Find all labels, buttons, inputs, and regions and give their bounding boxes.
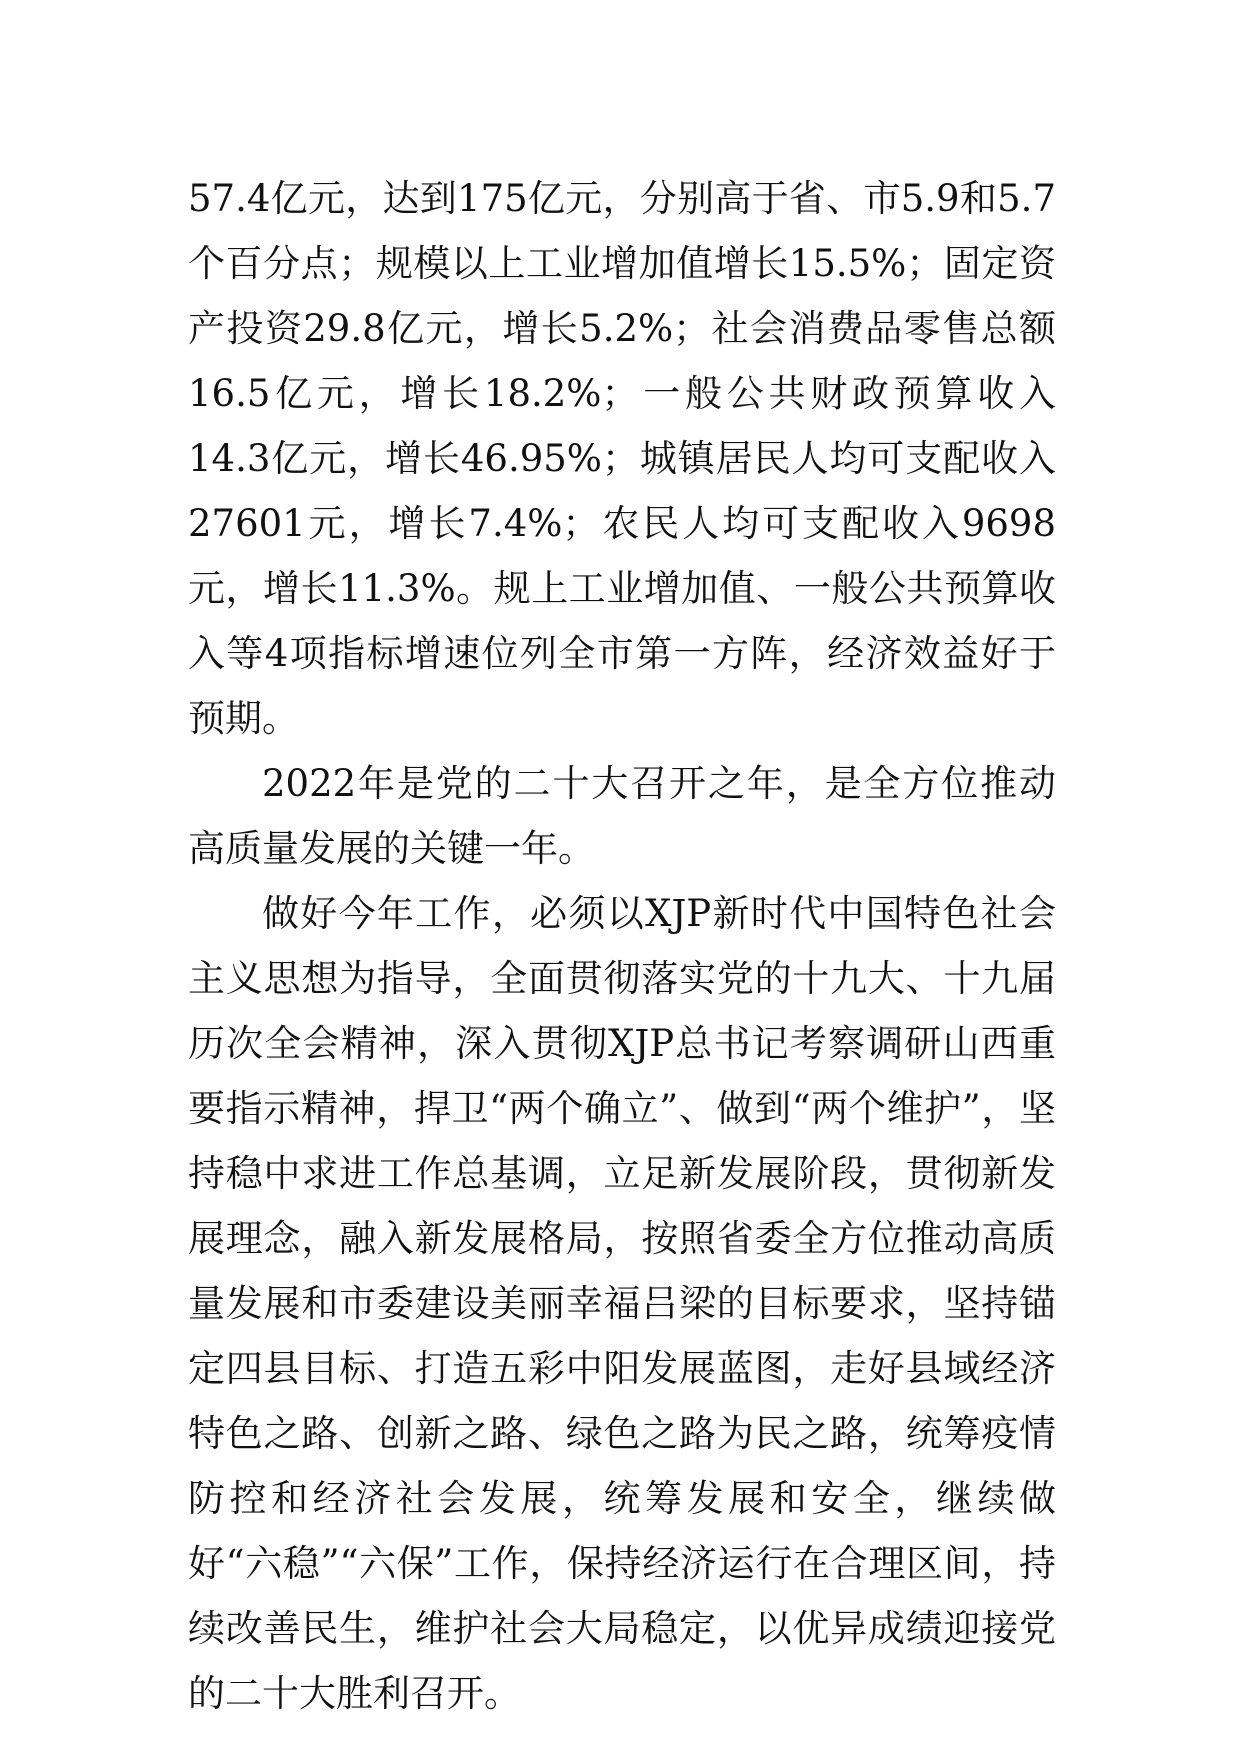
document-body [188,166,1056,1726]
paragraph-work-guidance: 做好今年工作，必须以XJP新时代中国特色社会主义思想为指导，全面贯彻落实党的十九大、十九届历次全会精神，深入贯彻XJP总书记考察调研山西重要指示精神，捍卫“两个确立”、做到“两个维护”，坚持稳中求进工作总基调，立足新发展阶段，贯彻新发展理念，融入新发展格局，按照省委全方位推动高质量发展和市委建设美丽幸福吕梁的目标要求，坚持锚定四县目标、打造五彩中阳发展蓝图，走好县域经济特色之路、创新之路、绿色之路为民之路，统筹疫情防控和经济社会发展，统筹发展和安全，继续做好“六稳”“六保”工作，保持经济运行在合理区间，持续改善民生，维护社会大局稳定，以优异成绩迎接党的二十大胜利召开。 [188,892,1056,1715]
paragraph-economic-indicators: 57.4亿元，达到175亿元，分别高于省、市5.9和5.7个百分点；规模以上工业增加值增长15.5%；固定资产投资29.8亿元，增长5.2%；社会消费品零售总额16.5亿元，增长18.2%；一般公共财政预算收入14.3亿元，增长46.95%；城镇居民人均可支配收入27601元，增长7.4%；农民人均可支配收入9698元，增长11.3%。规上工业增加值、一般公共预算收入等4项指标增速位列全市第一方阵，经济效益好于预期。 [188,177,1056,740]
paragraph-2022-overview: 2022年是党的二十大召开之年，是全方位推动高质量发展的关键一年。 [188,762,1056,870]
